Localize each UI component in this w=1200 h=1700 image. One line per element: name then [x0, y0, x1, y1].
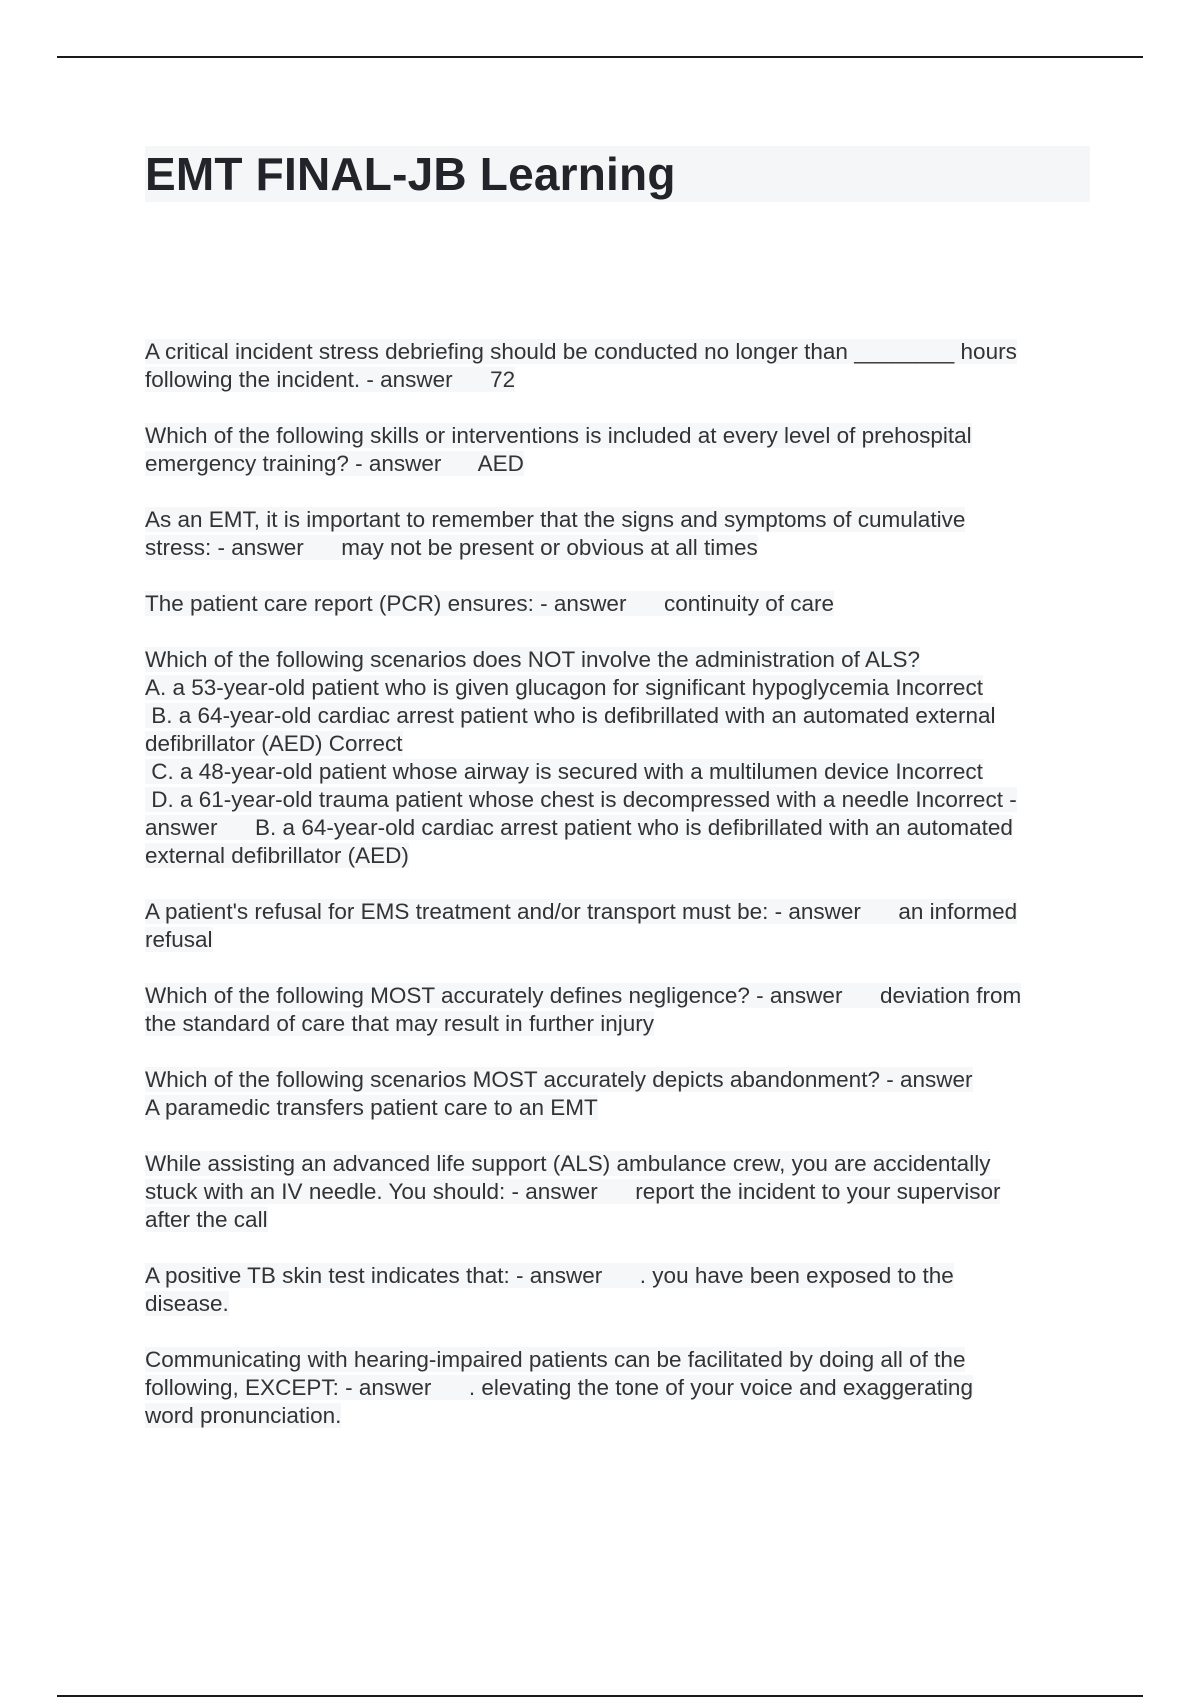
bottom-rule: [57, 1695, 1143, 1697]
qa-text: As an EMT, it is important to remember that the signs and symptoms of cumulative stress: - answer may not be present or obvious at all times: [145, 507, 966, 560]
qa-text: A critical incident stress debriefing should be conducted no longer than ________ hours following the incident. - answer 72: [145, 339, 1017, 392]
qa-item: [145, 422, 1090, 478]
qa-item: [145, 590, 1090, 618]
qa-item: [145, 1150, 1090, 1234]
qa-text: Which of the following MOST accurately defines negligence? - answer deviation from the standard of care that may result in further injury: [145, 983, 1022, 1036]
qa-item: [145, 1066, 1090, 1122]
qa-item: [145, 982, 1090, 1038]
qa-text: While assisting an advanced life support (ALS) ambulance crew, you are accidentally stuck with an IV needle. You should: - answer report the incident to your supervisor after the call: [145, 1151, 1001, 1232]
qa-text: Which of the following skills or interventions is included at every level of prehospital emergency training? - answer AED: [145, 423, 972, 476]
qa-item: [145, 1262, 1090, 1318]
top-rule: [57, 56, 1143, 58]
qa-item: [145, 1346, 1090, 1430]
qa-text: A patient's refusal for EMS treatment and/or transport must be: - answer an informed refusal: [145, 899, 1018, 952]
qa-text: Communicating with hearing-impaired patients can be facilitated by doing all of the following, EXCEPT: - answer . elevating the tone of your voice and exaggerating word pronunciation.: [145, 1347, 973, 1428]
qa-item: [145, 338, 1090, 394]
qa-text: Which of the following scenarios does NOT involve the administration of ALS? A. a 53-year-old patient who is given glucagon for significant hypoglycemia Incorrect B. a 64-year-old cardiac arrest patient who is defibrillated with an automated external defibrillator (AED) Correct C. a 48-year-old patient whose airway is secured with a multilumen device Incorrect D. a 61-year-old trauma patient whose chest is decompressed with a needle Incorrect - answer B. a 64-year-old cardiac arrest patient who is defibrillated with an automated external defibrillator (AED): [145, 647, 1017, 868]
qa-item: [145, 646, 1090, 870]
qa-item: [145, 898, 1090, 954]
qa-item: [145, 506, 1090, 562]
qa-text: The patient care report (PCR) ensures: - answer continuity of care: [145, 591, 835, 616]
question-list: [145, 338, 1090, 1458]
document-title: EMT FINAL-JB Learning: [145, 148, 676, 200]
qa-text: Which of the following scenarios MOST accurately depicts abandonment? - answer A paramedic transfers patient care to an EMT: [145, 1067, 973, 1120]
qa-text: A positive TB skin test indicates that: - answer . you have been exposed to the disease.: [145, 1263, 954, 1316]
